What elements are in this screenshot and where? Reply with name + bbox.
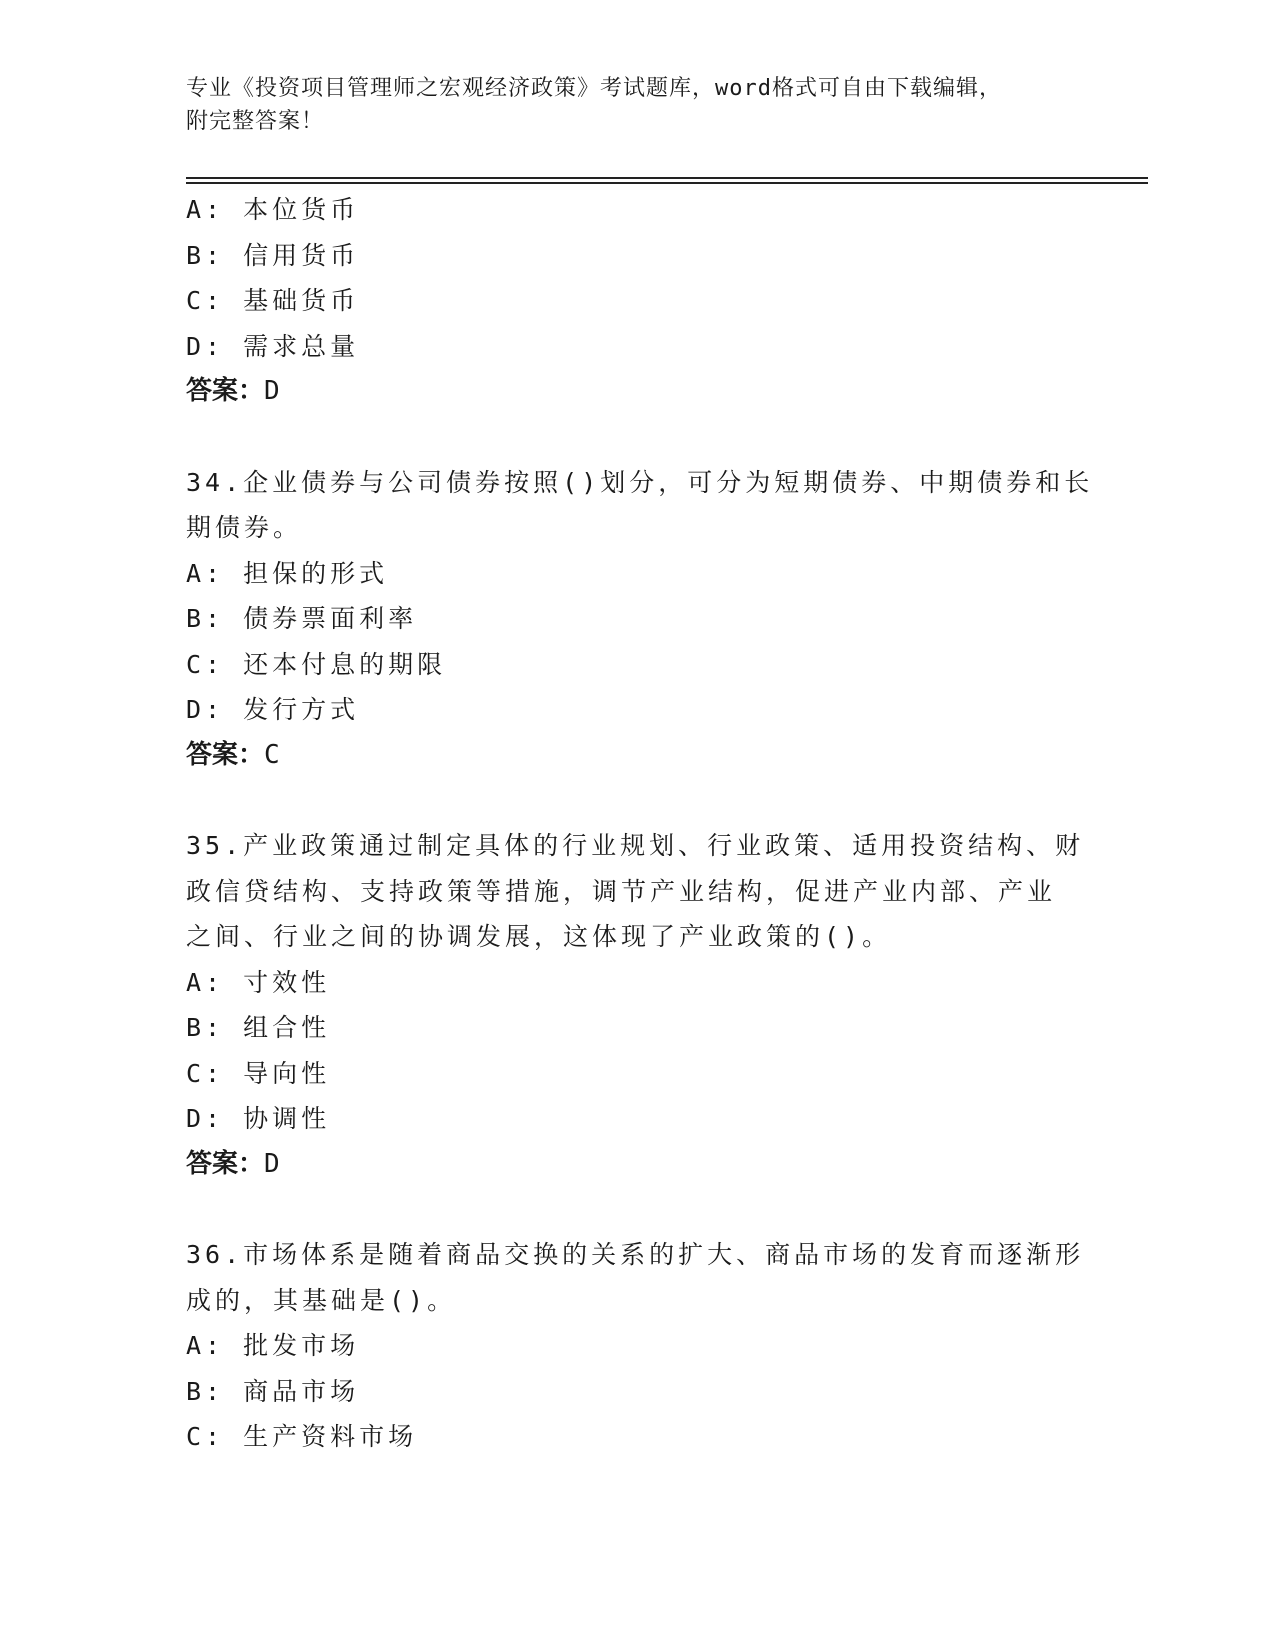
option-a: A: 本位货币	[186, 195, 360, 224]
question-stem-line: 成的，其基础是()。	[186, 1285, 457, 1315]
answer-line	[186, 733, 1086, 779]
answer-line	[186, 1142, 1086, 1188]
option-b: B: 债券票面利率	[186, 604, 418, 633]
answer-value: C	[264, 739, 280, 770]
header-rule-bottom	[186, 182, 1148, 184]
option-c: C: 导向性	[186, 1058, 331, 1088]
option-d: D: 发行方式	[186, 695, 360, 724]
question-34	[186, 460, 1094, 779]
question-stem-line: 36.市场体系是随着商品交换的关系的扩大、商品市场的发育而逐渐形	[186, 1240, 1085, 1269]
option-b: B: 组合性	[186, 1013, 331, 1042]
question-35	[186, 823, 1086, 1187]
answer-line	[186, 369, 1086, 415]
header-line-1: 专业《投资项目管理师之宏观经济政策》考试题库，word格式可自由下载编辑，	[186, 76, 1002, 101]
option-b: B: 商品市场	[186, 1376, 360, 1406]
answer-value: D	[264, 376, 280, 406]
question-stem-line: 之间、行业之间的协调发展，这体现了产业政策的()。	[186, 922, 892, 951]
question-36	[186, 1232, 1086, 1460]
question-list	[186, 187, 1094, 1460]
answer-value: D	[264, 1148, 280, 1179]
option-b: B: 信用货币	[186, 240, 360, 270]
option-a: A: 寸效性	[186, 967, 331, 997]
option-d: D: 协调性	[186, 1104, 331, 1133]
question-stem-line: 期债券。	[186, 513, 303, 542]
header-line-2: 附完整答案！	[186, 109, 325, 134]
option-c: C: 还本付息的期限	[186, 649, 447, 679]
document-header	[186, 72, 1086, 138]
option-c: C: 生产资料市场	[186, 1422, 418, 1451]
question-33	[186, 187, 1086, 415]
question-stem-line: 34.企业债券与公司债券按照()划分，可分为短期债券、中期债券和长	[186, 467, 1094, 497]
answer-label: 答案：	[186, 739, 265, 770]
question-stem-line: 35.产业政策通过制定具体的行业规划、行业政策、适用投资结构、财	[186, 831, 1085, 860]
answer-label: 答案：	[186, 1148, 265, 1179]
option-a: A: 担保的形式	[186, 558, 389, 588]
option-a: A: 批发市场	[186, 1331, 360, 1360]
option-d: D: 需求总量	[186, 331, 360, 361]
question-stem-line: 政信贷结构、支持政策等措施，调节产业结构，促进产业内部、产业	[186, 876, 1057, 906]
header-rule-top	[186, 177, 1148, 179]
option-c: C: 基础货币	[186, 286, 360, 315]
answer-label: 答案：	[186, 376, 265, 406]
